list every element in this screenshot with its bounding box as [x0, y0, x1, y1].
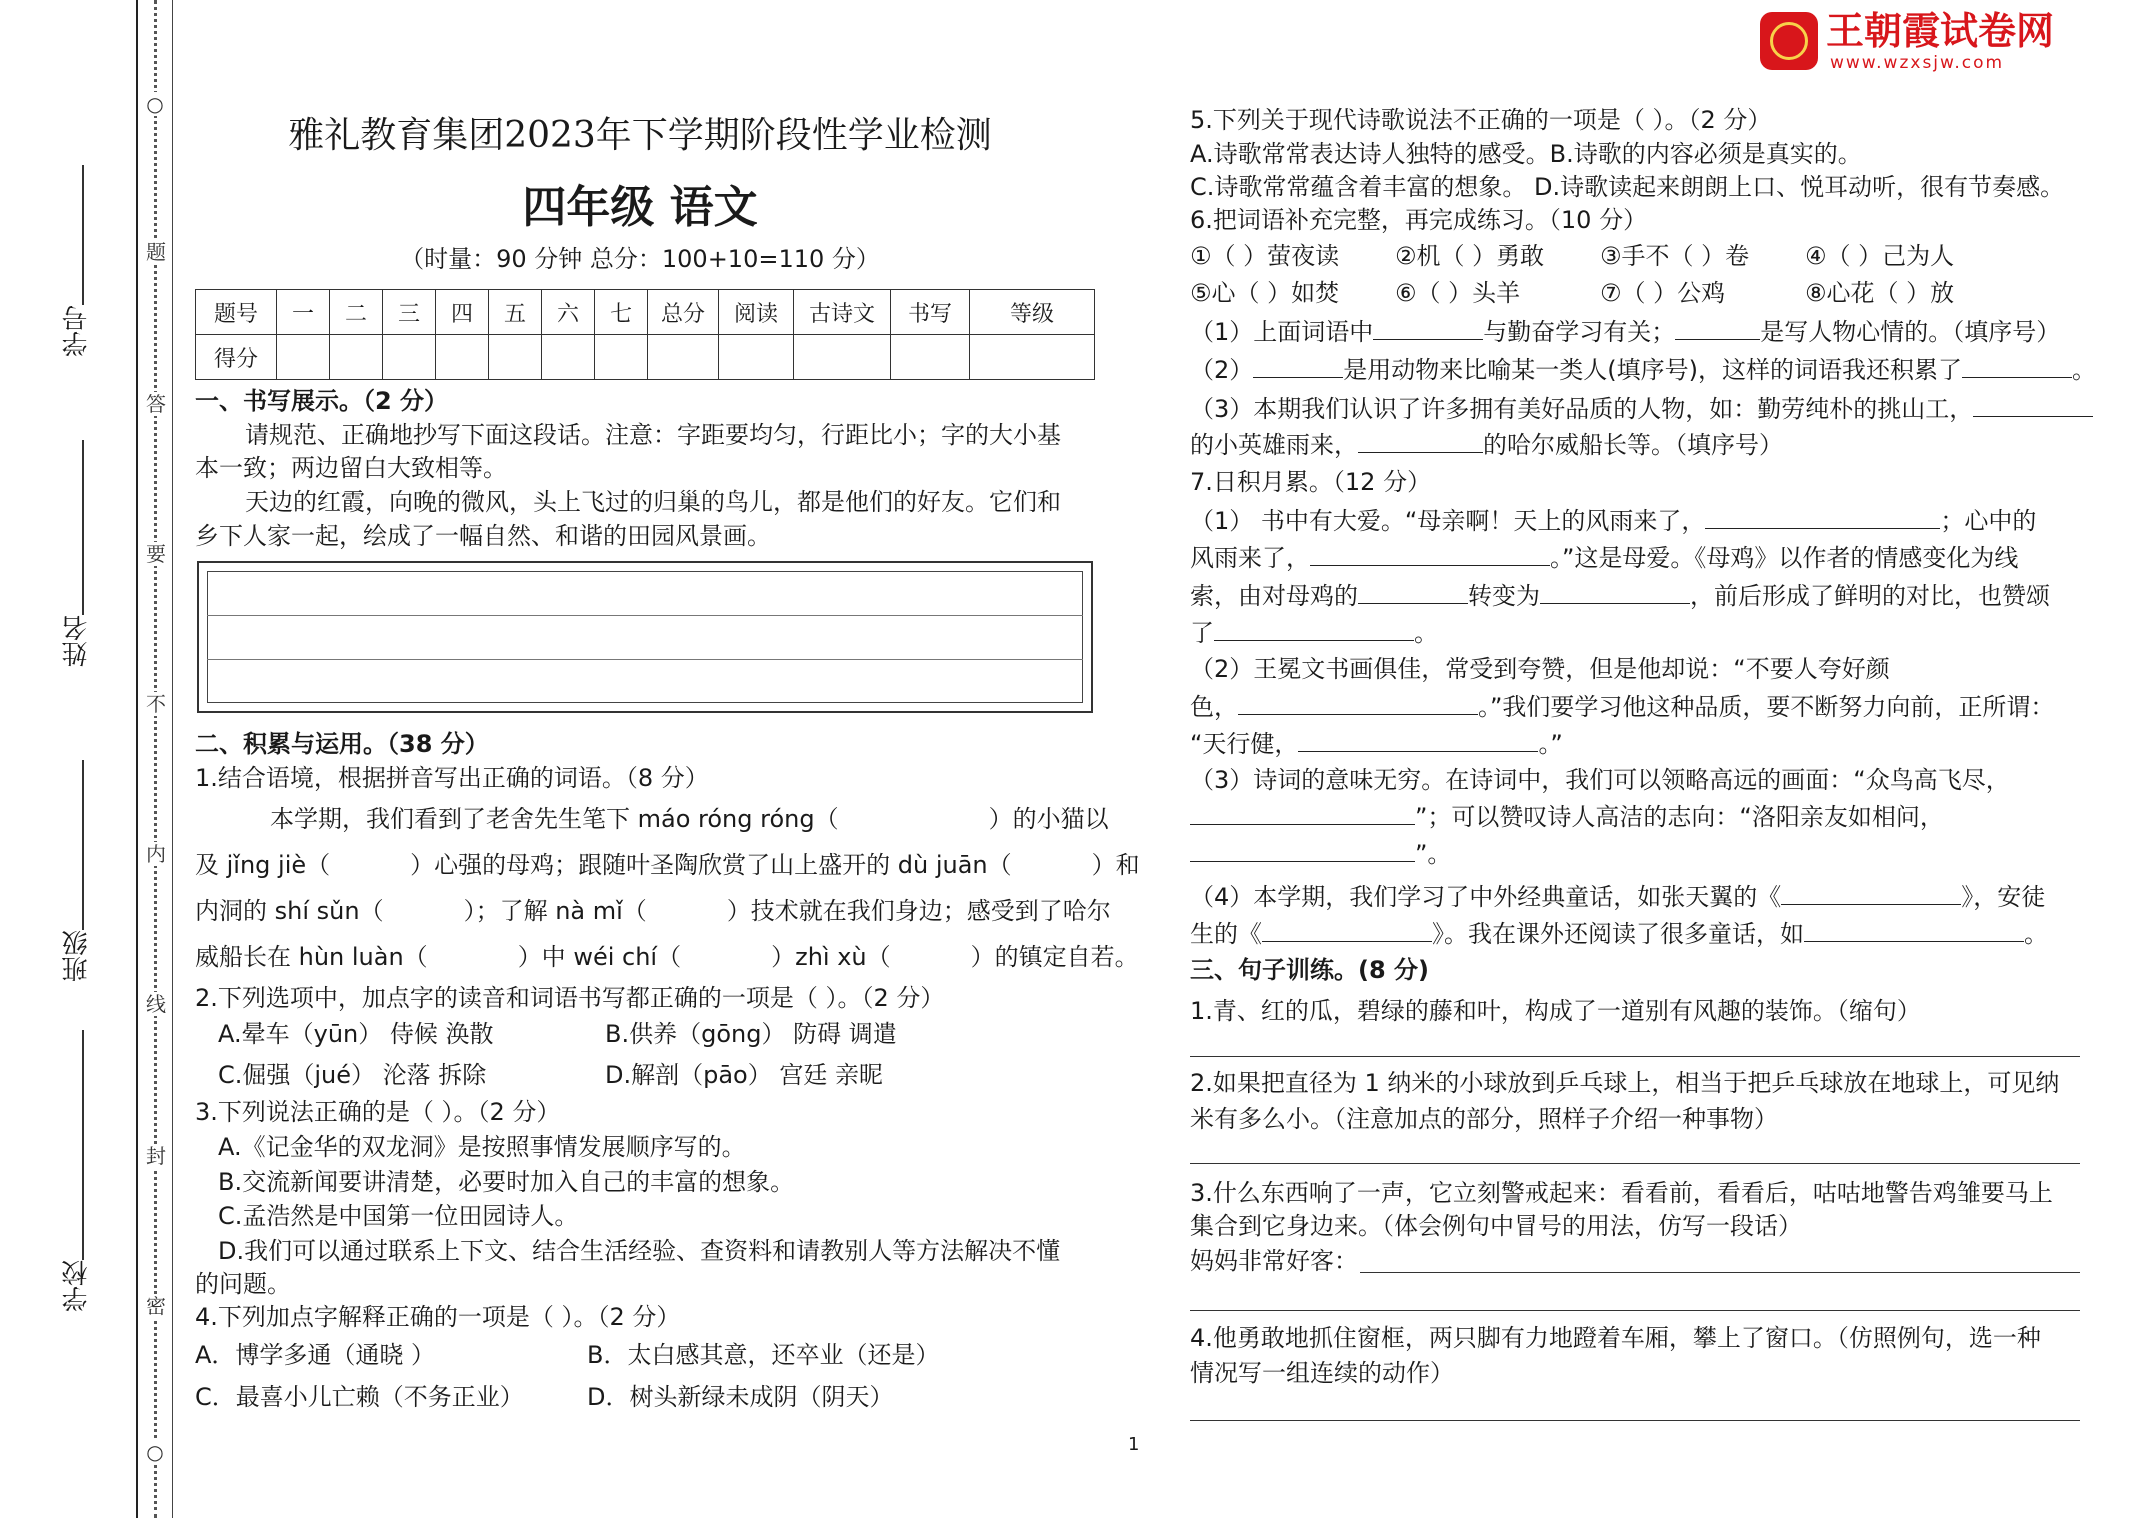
score-table-score-row — [196, 335, 1095, 380]
q1-text: ）zhì xù（ — [771, 943, 891, 971]
answer-line[interactable] — [1360, 1272, 2080, 1273]
seal-char: 密 — [146, 1294, 166, 1318]
page-number: 1 — [1128, 1434, 1140, 1455]
q1-text: ）和 — [1091, 851, 1140, 879]
q6-word[interactable]: ①（ ）萤夜读 — [1190, 242, 1340, 270]
q4-option-a[interactable]: A．博学多通（通晓 ） — [195, 1341, 436, 1369]
q7-p1-l1: （1） 书中有大爱。“母亲啊！天上的风雨来了， ；心中的 — [1190, 504, 2036, 538]
score-cell[interactable] — [595, 335, 648, 380]
seal-char: 内 — [146, 842, 166, 866]
section2-title: 二、积累与运用。（38 分） — [195, 730, 489, 758]
s3-q3-l1: 3.什么东西响了一声，它立刻警戒起来：看看前，看看后，咕咕地警告鸡雏要马上 — [1190, 1179, 2053, 1207]
school-label: 学校 — [62, 1260, 92, 1312]
table-header-cell: 书写 — [891, 290, 970, 335]
q2-option-b[interactable]: B.供养（gōng） 防碍 调遣 — [605, 1020, 897, 1048]
s3-q1: 1.青、红的瓜，碧绿的藤和叶，构成了一道别有风趣的装饰。（缩句） — [1190, 997, 1921, 1025]
score-cell[interactable] — [436, 335, 489, 380]
score-cell[interactable] — [330, 335, 383, 380]
q4-option-d[interactable]: D．树头新绿未成阴（阴天） — [587, 1383, 894, 1411]
s3-q2-l2: 米有多么小。（注意加点的部分，照样子介绍一种事物） — [1190, 1105, 1778, 1133]
score-cell[interactable] — [277, 335, 330, 380]
q1-text: 及 jǐng jiè（ — [195, 851, 331, 879]
score-table-header-row — [196, 290, 1095, 335]
q1-text: ）技术就在我们身边；感受到了哈尔 — [726, 897, 1111, 925]
q1-text: ）；了解 nà mǐ（ — [463, 897, 647, 925]
q1-text: ）心强的母鸡；跟随叶圣陶欣赏了山上盛开的 dù juān（ — [410, 851, 1012, 879]
writing-line — [207, 659, 1083, 660]
q4-stem: 4.下列加点字解释正确的一项是（ ）。（2 分） — [195, 1303, 681, 1331]
seal-char: 答 — [146, 392, 166, 416]
table-header-cell: 一 — [277, 290, 330, 335]
seal-char: ○ — [146, 92, 164, 116]
logo-url: www.wzxsjw.com — [1830, 53, 2005, 73]
q7-p1-l3: 索，由对母鸡的 转变为 ，前后形成了鲜明的对比，也赞颂 — [1190, 579, 2050, 613]
table-header-cell: 七 — [595, 290, 648, 335]
q3-option-b[interactable]: B.交流新闻要讲清楚，必要时加入自己的丰富的想象。 — [218, 1168, 795, 1196]
q2-stem: 2.下列选项中，加点字的读音和词语书写都正确的一项是（ ）。（2 分） — [195, 984, 945, 1012]
logo-emblem-icon — [1760, 12, 1818, 70]
table-header-cell: 二 — [330, 290, 383, 335]
q1-stem: 1.结合语境，根据拼音写出正确的词语。（8 分） — [195, 764, 709, 792]
seal-char: 要 — [146, 542, 166, 566]
q6-word[interactable]: ③手不（ ）卷 — [1600, 242, 1750, 270]
q1-text: 威船长在 hùn luàn（ — [195, 943, 428, 971]
q3-stem: 3.下列说法正确的是（ ）。（2 分） — [195, 1098, 561, 1126]
score-cell[interactable] — [970, 335, 1095, 380]
q3-option-d-l2: 的问题。 — [195, 1270, 291, 1298]
q7-p1-l2: 风雨来了， 。”这是母爱。《母鸡》以作者的情感变化为线 — [1190, 541, 2018, 575]
section1-passage-l1: 天边的红霞，向晚的微风，头上飞过的归巢的鸟儿，都是他们的好友。它们和 — [245, 488, 1061, 516]
table-header-cell: 等级 — [970, 290, 1095, 335]
q5-options-l1[interactable]: A.诗歌常常表达诗人独特的感受。B.诗歌的内容必须是真实的。 — [1190, 140, 1862, 168]
q7-p1-l4: 了 。 — [1190, 616, 1438, 650]
q6-word[interactable]: ⑤心（ ）如焚 — [1190, 279, 1340, 307]
q7-stem: 7.日积月累。（12 分） — [1190, 468, 1432, 496]
student-id-label: 学号 — [62, 305, 92, 357]
q1-text: 本学期，我们看到了老舍先生笔下 máo róng róng（ — [270, 805, 839, 833]
q6-sub3-l1: （3）本期我们认识了许多拥有美好品质的人物，如：勤劳纯朴的挑山工， — [1190, 392, 2093, 426]
score-cell[interactable] — [489, 335, 542, 380]
q1-line4 — [195, 941, 1139, 974]
score-cell[interactable] — [383, 335, 436, 380]
q6-word[interactable]: ⑥（ ）头羊 — [1395, 279, 1521, 307]
q6-stem: 6.把词语补充完整，再完成练习。（10 分） — [1190, 206, 1648, 234]
q6-word[interactable]: ⑧心花（ ）放 — [1805, 279, 1955, 307]
table-header-cell: 古诗文 — [794, 290, 891, 335]
table-header-cell: 阅读 — [719, 290, 794, 335]
q6-word[interactable]: ②机（ ）勇敢 — [1395, 242, 1545, 270]
table-header-cell: 总分 — [648, 290, 719, 335]
score-cell[interactable] — [542, 335, 595, 380]
section1-title: 一、书写展示。（2 分） — [195, 387, 449, 415]
q2-option-a[interactable]: A.晕车（yūn） 侍候 涣散 — [218, 1020, 494, 1048]
q7-p2-l3: “天行健， 。” — [1190, 727, 1563, 761]
q1-line1 — [270, 803, 1109, 836]
class-label: 班级 — [62, 930, 92, 982]
q7-p2-l1: （2）王冕文书画俱佳，常受到夸赞，但是他却说：“不要人夸好颜 — [1190, 655, 1890, 683]
binding-line — [136, 0, 138, 1518]
section1-instruction-l1: 请规范、正确地抄写下面这段话。注意：字距要均匀，行距比小；字的大小基 — [245, 421, 1061, 449]
s3-q4-l2: 情况写一组连续的动作） — [1190, 1359, 1454, 1387]
q5-stem: 5.下列关于现代诗歌说法不正确的一项是（ ）。（2 分） — [1190, 106, 1772, 134]
q6-sub3-l2: 的小英雄雨来， 的哈尔威船长等。（填序号） — [1190, 428, 1783, 462]
answer-line[interactable] — [1190, 1420, 2080, 1421]
site-logo — [1760, 10, 2090, 74]
handwriting-box[interactable] — [197, 561, 1093, 713]
q7-p3-l2: ”；可以赞叹诗人高洁的志向：“洛阳亲友如相问， — [1190, 800, 1944, 834]
q1-text: ）的小猫以 — [988, 805, 1109, 833]
exam-subtitle: 四年级 语文 — [522, 182, 758, 233]
q1-text: ）的镇定自若。 — [970, 943, 1139, 971]
table-header-cell: 题号 — [196, 290, 277, 335]
seal-dotted-line — [154, 0, 157, 1518]
binding-line-inner — [172, 0, 173, 1518]
q3-option-d-l1[interactable]: D.我们可以通过联系上下文、结合生活经验、查资料和请教别人等方法解决不懂 — [218, 1237, 1061, 1265]
table-header-cell: 六 — [542, 290, 595, 335]
q4-option-b[interactable]: B．太白感其意，还卒业（还是） — [587, 1341, 940, 1369]
table-header-cell: 四 — [436, 290, 489, 335]
section1-instruction-l2: 本一致；两边留白大致相等。 — [195, 454, 507, 482]
class-field[interactable] — [82, 760, 84, 930]
student-id-field[interactable] — [82, 165, 84, 305]
section1-passage-l2: 乡下人家一起，绘成了一幅自然、和谐的田园风景画。 — [195, 522, 771, 550]
q6-word[interactable]: ⑦（ ）公鸡 — [1600, 279, 1726, 307]
answer-line[interactable] — [1190, 1056, 2080, 1057]
seal-char: 题 — [146, 240, 166, 264]
s3-q4-l1: 4.他勇敢地抓住窗框，两只脚有力地蹬着车厢，攀上了窗口。（仿照例句，选一种 — [1190, 1324, 2041, 1352]
q1-text: 内洞的 shí sǔn（ — [195, 897, 384, 925]
q1-line2 — [195, 849, 1140, 882]
name-field[interactable] — [82, 440, 84, 615]
school-field[interactable] — [82, 1030, 84, 1260]
score-cell[interactable] — [891, 335, 970, 380]
q5-options-l2[interactable]: C.诗歌常常蕴含着丰富的想象。 D.诗歌读起来朗朗上口、悦耳动听，很有节奏感。 — [1190, 173, 2065, 201]
seal-char: 封 — [146, 1144, 166, 1168]
section3-title: 三、句子训练。(8 分) — [1190, 956, 1429, 984]
s3-q3-l3: 妈妈非常好客： — [1190, 1247, 1358, 1275]
q2-option-d[interactable]: D.解剖（pāo） 宫廷 亲昵 — [605, 1061, 883, 1089]
seal-char: ○ — [146, 1440, 164, 1464]
exam-meta: （时量：90 分钟 总分：100+10=110 分） — [400, 245, 880, 273]
q6-sub2: （2） 是用动物来比喻某一类人(填序号)，这样的词语我还积累了 。 — [1190, 353, 2096, 387]
q7-p3-l1: （3）诗词的意味无穷。在诗词中，我们可以领略高远的画面：“众鸟高飞尽， — [1190, 766, 2010, 794]
seal-char: 线 — [146, 992, 166, 1016]
exam-title: 雅礼教育集团2023年下学期阶段性学业检测 — [288, 115, 992, 156]
q6-word[interactable]: ④（ ）己为人 — [1805, 242, 1955, 270]
score-cell[interactable] — [719, 335, 794, 380]
score-cell[interactable] — [648, 335, 719, 380]
answer-line[interactable] — [1190, 1310, 2080, 1311]
q2-option-c[interactable]: C.倔强（jué） 沦落 拆除 — [218, 1061, 487, 1089]
logo-name: 王朝霞试卷网 — [1826, 9, 2055, 53]
score-table — [195, 289, 1095, 380]
writing-line — [207, 615, 1083, 616]
s3-q2-l1: 2.如果把直径为 1 纳米的小球放到乒乓球上，相当于把乒乓球放在地球上，可见纳 — [1190, 1069, 2060, 1097]
row-label: 得分 — [196, 335, 277, 380]
answer-line[interactable] — [1190, 1163, 2080, 1164]
q4-option-c[interactable]: C．最喜小儿亡赖（不务正业） — [195, 1383, 524, 1411]
q3-option-a[interactable]: A.《记金华的双龙洞》是按照事情发展顺序写的。 — [218, 1133, 746, 1161]
seal-char: 不 — [146, 692, 166, 716]
q7-p4-l1: （4）本学期，我们学习了中外经典童话，如张天翼的《 》，安徒 — [1190, 880, 2045, 914]
name-label: 姓名 — [62, 615, 92, 667]
q7-p2-l2: 色， 。”我们要学习他这种品质，要不断努力向前，正所谓： — [1190, 690, 2054, 724]
score-cell[interactable] — [794, 335, 891, 380]
binding-margin — [0, 0, 180, 1518]
q3-option-c[interactable]: C.孟浩然是中国第一位田园诗人。 — [218, 1202, 579, 1230]
table-header-cell: 五 — [489, 290, 542, 335]
q1-text: ）中 wéi chí（ — [517, 943, 682, 971]
table-header-cell: 三 — [383, 290, 436, 335]
q7-p4-l2: 生的《 》。我在课外还阅读了很多童话，如 。 — [1190, 917, 2048, 951]
q1-line3 — [195, 895, 1111, 928]
q6-sub1: （1）上面词语中 与勤奋学习有关； 是写人物心情的。（填序号） — [1190, 315, 2060, 349]
s3-q3-l2: 集合到它身边来。（体会例句中冒号的用法，仿写一段话） — [1190, 1212, 1802, 1240]
q7-p3-l3: ”。 — [1190, 837, 1451, 871]
